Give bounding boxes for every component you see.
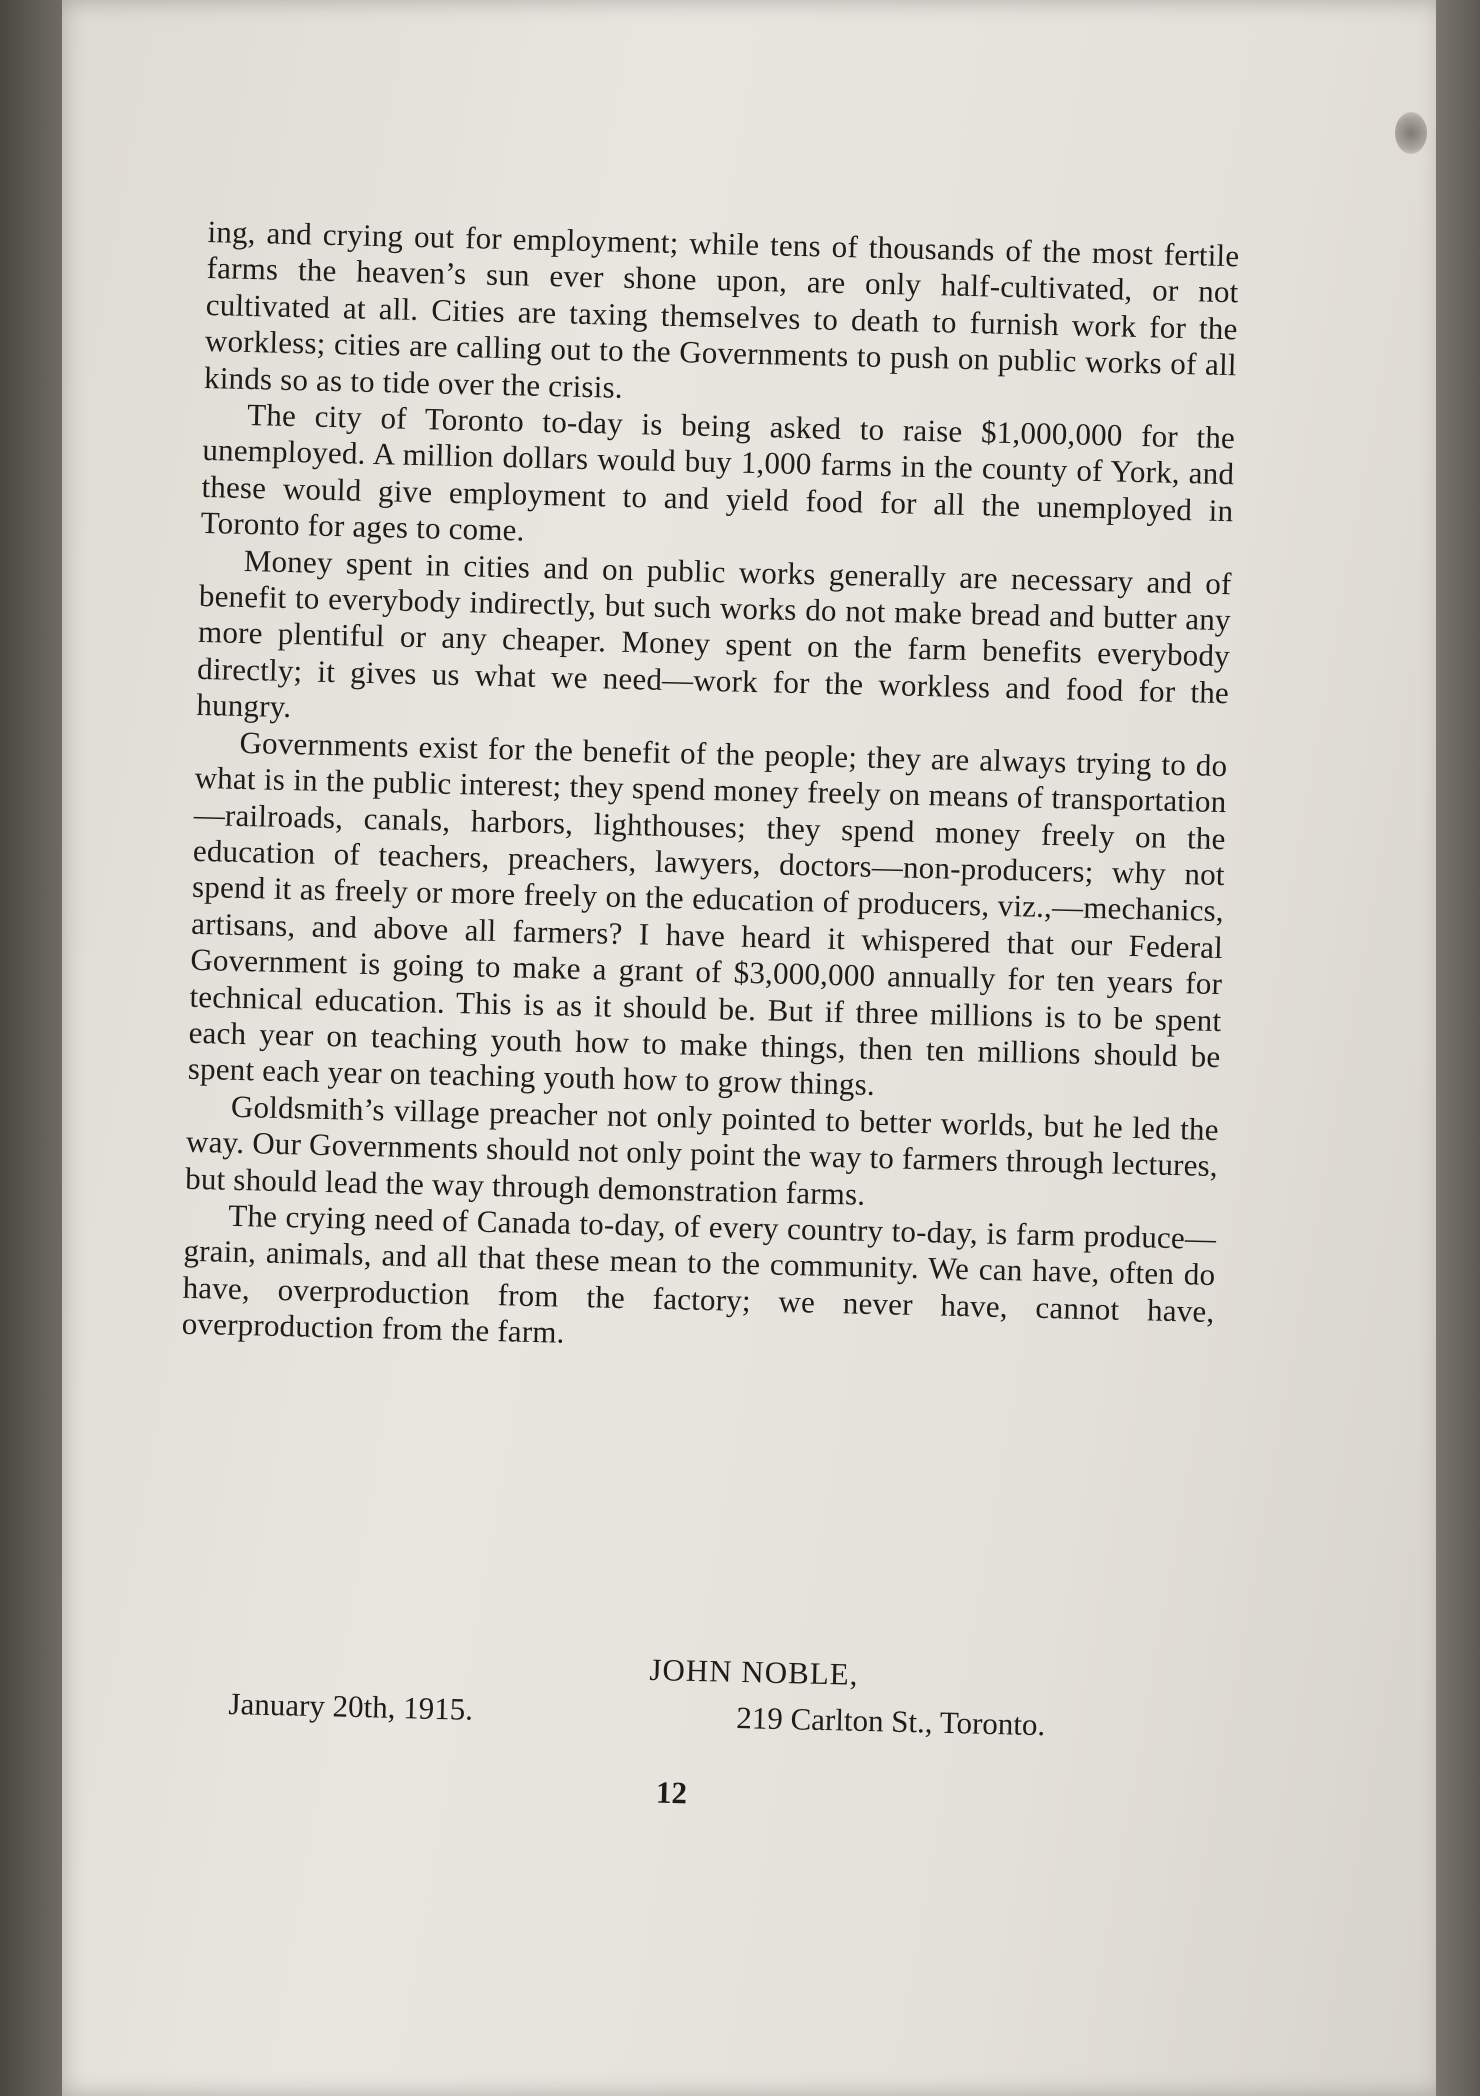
letter-date: January 20th, 1915. — [228, 1685, 474, 1727]
paragraph: Money spent in cities and on public works generally are necessary and of benefit to everybody indirectly, but such works do not make bread and butter any more plentiful or any cheaper. Money spent on the farm benefits everybody directly; it gives us what we need—work for the workless and food for the hungry. — [196, 542, 1232, 725]
body-text — [181, 214, 1239, 1367]
signature-block — [227, 1642, 1150, 1784]
paper-stain — [1395, 112, 1427, 154]
paragraph: ing, and crying out for employment; while tens of thousands of the most fertile farms the heaven’s sun ever shone upon, are only half-cultivated, or not cultivated at all. Cities are taxing themselves to death to furnish work for the workless; cities are calling out to the Governments to push on public works of all kinds so as to tide over the crisis. — [203, 214, 1240, 405]
author-name: JOHN NOBLE, — [649, 1651, 859, 1692]
author-address: 219 Carlton St., Toronto. — [735, 1699, 1046, 1743]
scan-background-right — [1436, 0, 1480, 2096]
paragraph: Governments exist for the benefit of the people; they are always trying to do what is in the public interest; they spend money freely on means of transportation—railroads, canals, harbors, lighthouses; they spend money freely on the education of teachers, preachers, lawyers, doctors—non-producers; why not spend it as freely or more freely on the education of producers, viz.,—mechanics, artisans, and above all farmers? I have heard it whispered that our Federal Government is going to make a grant of $3,000,000 annually for ten years for technical education. This is as it should be. But if three millions is to be spent each year on teaching youth how to make things, then ten millions should be spent each year on teaching youth how to grow things. — [187, 724, 1228, 1103]
page-number: 12 — [655, 1774, 688, 1811]
paragraph: Goldsmith’s village preacher not only pointed to better worlds, but he led the way. Our Governments should not only point the way to farmers through lectures, but should lead the way through demonstration farms. — [184, 1088, 1220, 1212]
paragraph: The crying need of Canada to-day, of every country to-day, is farm produce—grain, animals, and all that these mean to the community. We can have, often do have, overproduction from the factory; we never have, cannot have, overproduction from the farm. — [181, 1197, 1217, 1350]
paragraph: The city of Toronto to-day is being asked to raise $1,000,000 for the unemployed. A million dollars would buy 1,000 farms in the county of York, and these would give employment to and yield food for all the unemployed in Toronto for ages to come. — [200, 397, 1236, 548]
